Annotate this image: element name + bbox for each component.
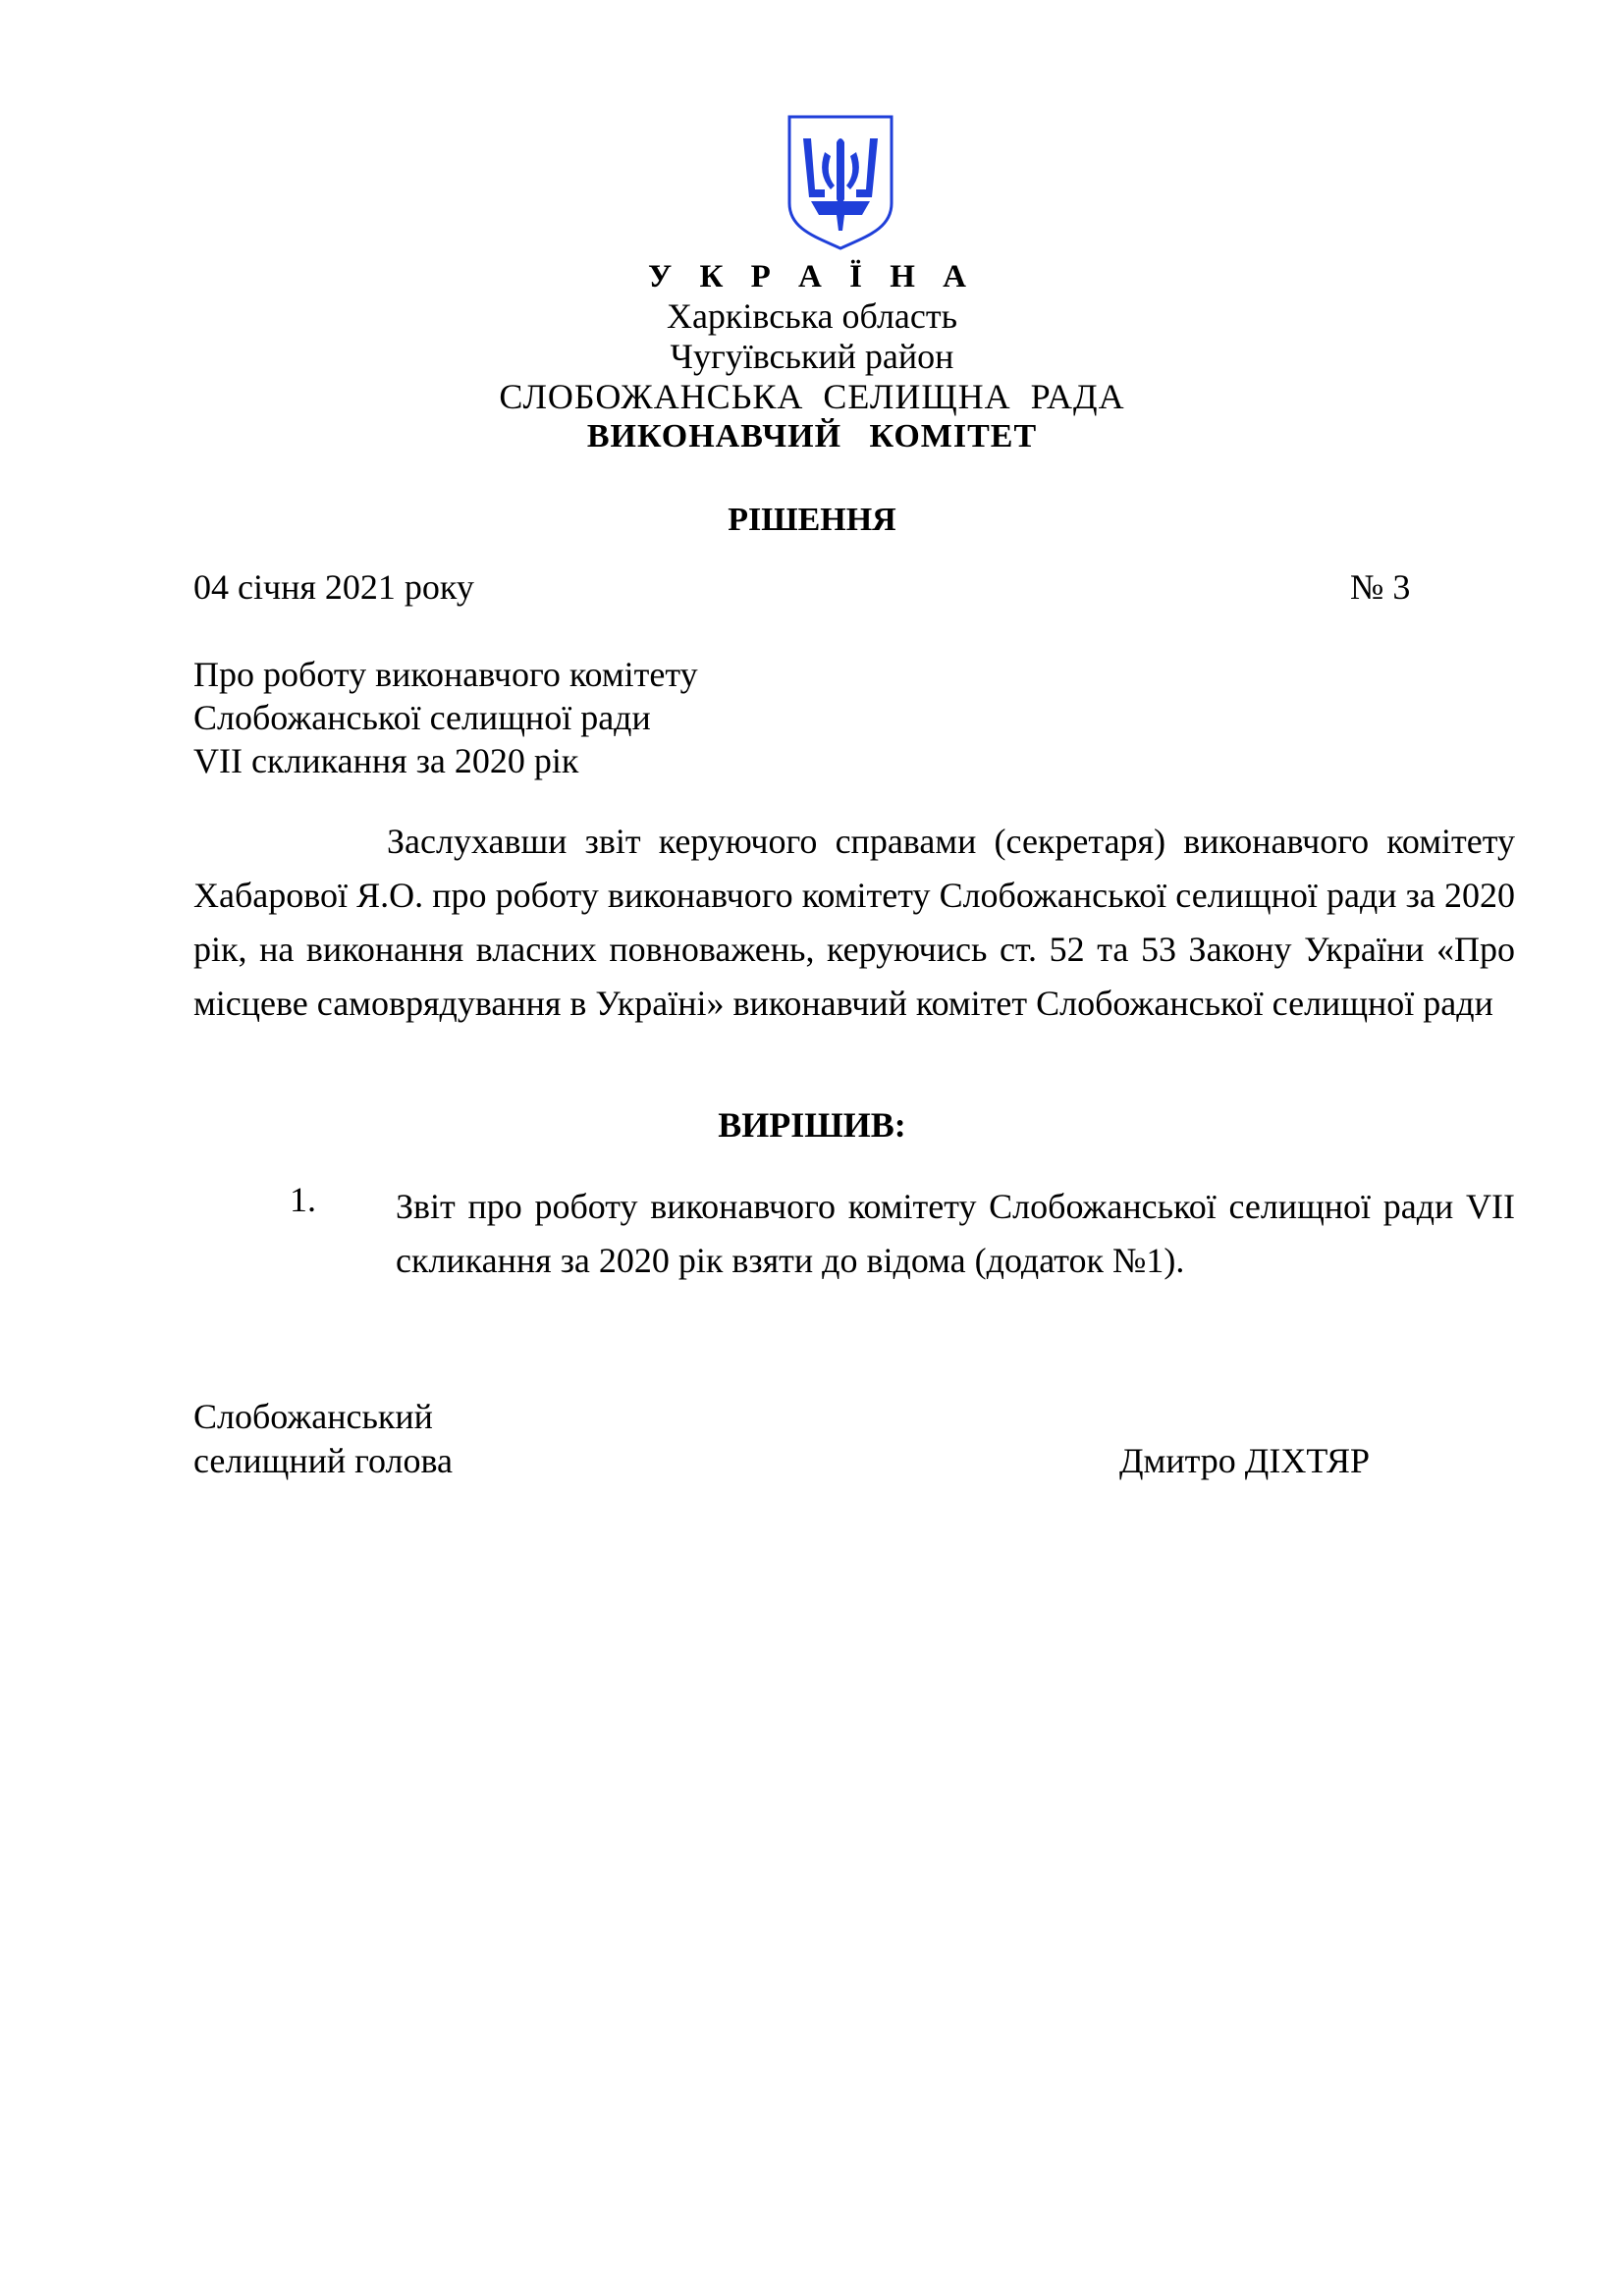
subject-line: VII скликання за 2020 рік: [193, 741, 579, 780]
subject-line: Слобожанської селищної ради: [193, 698, 651, 737]
item-text: Звіт про роботу виконавчого комітету Слобожанської селищної ради VII скликання за 2020 рік взяти до відома (додаток №1).: [396, 1187, 1515, 1280]
signatory-name: Дмитро ДІХТЯР: [1119, 1441, 1370, 1480]
committee-name: ВИКОНАВЧИЙ КОМІТЕТ: [586, 418, 1038, 454]
subject-line: Про роботу виконавчого комітету: [193, 655, 698, 694]
district-line: Чугуївський район: [670, 337, 954, 376]
signatory-title: Слобожанський: [193, 1397, 433, 1436]
council-name: СЛОБОЖАНСЬКА СЕЛИЩНА РАДА: [499, 377, 1125, 416]
decision-number: № 3: [1350, 567, 1411, 607]
coat-of-arms-icon: [782, 113, 899, 250]
region-line: Харківська область: [666, 296, 958, 336]
decided-heading: ВИРІШИВ:: [718, 1105, 906, 1145]
country-heading: У К Р А Ї Н А: [648, 259, 976, 294]
decision-date: 04 січня 2021 року: [193, 567, 474, 607]
signatory-title: селищний голова: [193, 1441, 454, 1480]
preamble-paragraph: Заслухавши звіт керуючого справами (секретаря) виконавчого комітету Хабарової Я.О. про роботу виконавчого комітету Слобожанської селищної ради за 2020 рік, на виконання власних повноважень, керуючись ст. 52 та 53 Закону України «Про місцеве самоврядування в Україні» виконавчий комітет Слобожанської селищної ради: [193, 822, 1515, 1023]
item-number: 1.: [290, 1180, 316, 1219]
document-type: РІШЕННЯ: [728, 502, 896, 538]
